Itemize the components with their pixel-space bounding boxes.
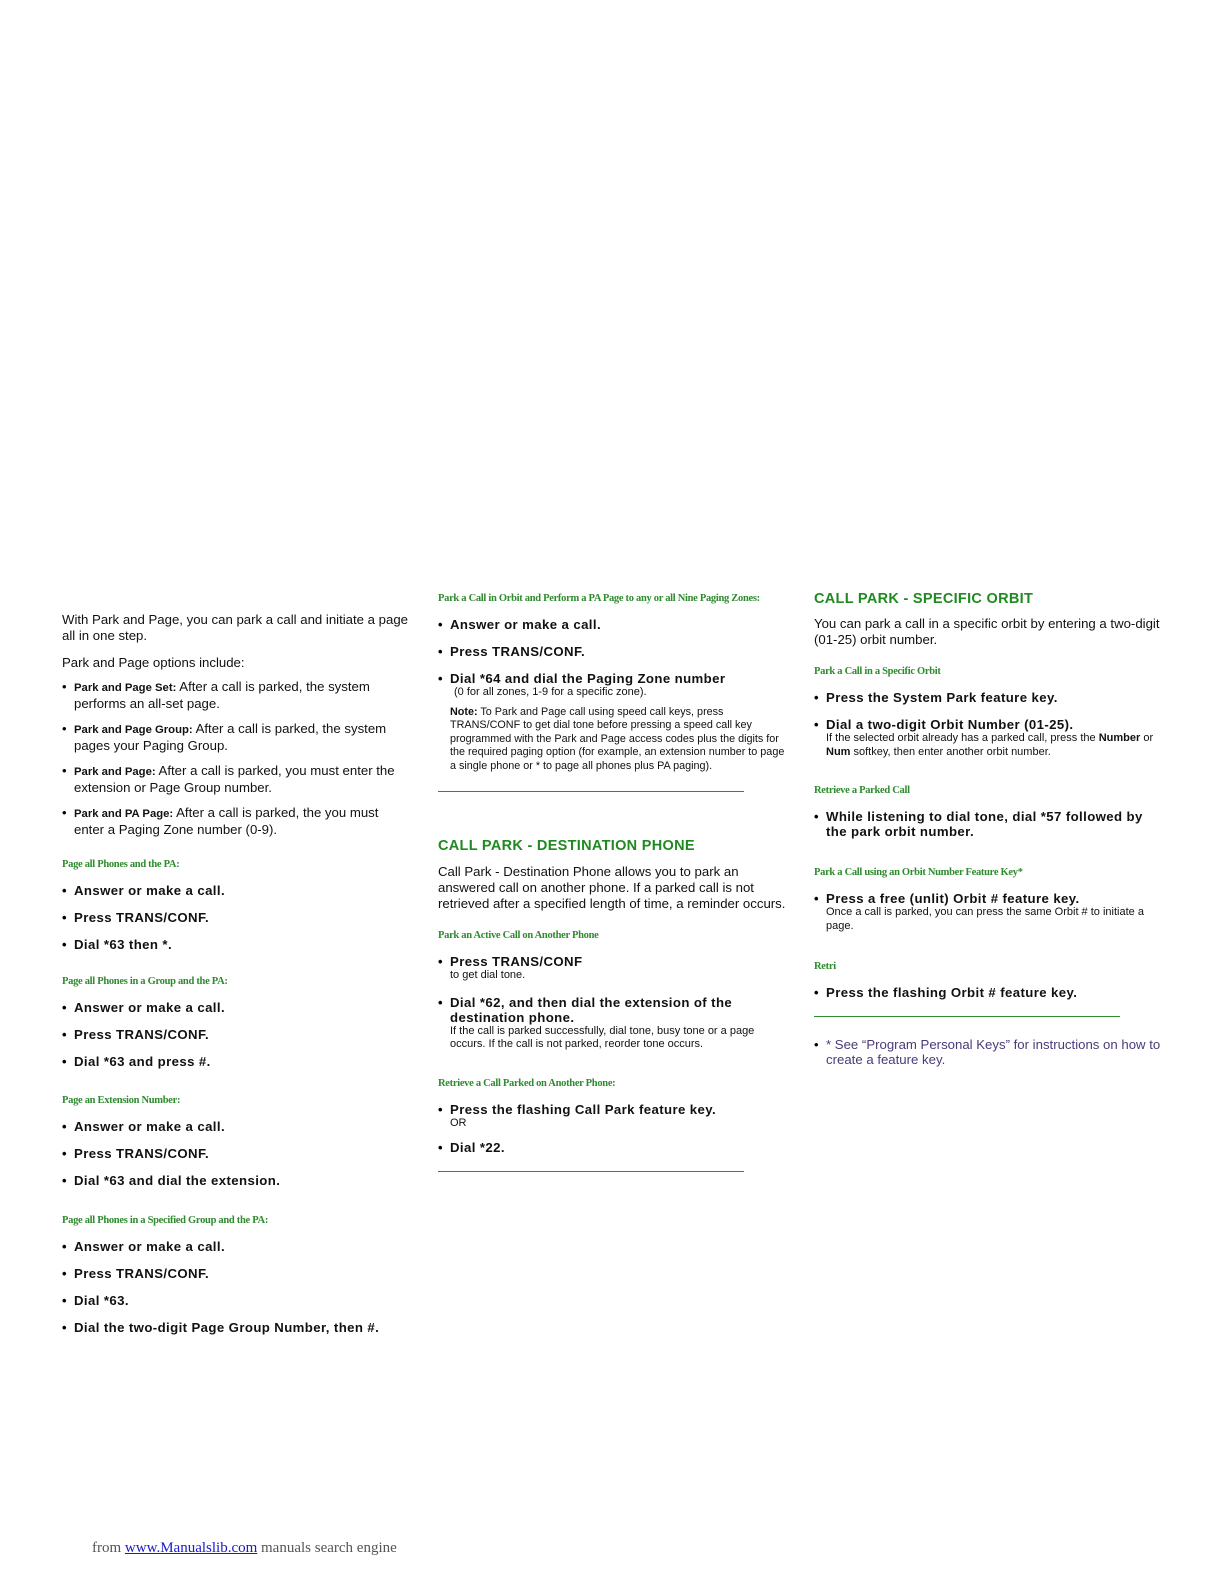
list-item: • Dial *63 and dial the extension. [62, 1173, 412, 1188]
list-item: • Dial a two-digit Orbit Number (01-25). If the selected orbit already has a parked call, press the Number or Num softkey, then enter another orbit number. [814, 717, 1164, 759]
steps-list [814, 891, 1164, 933]
section-heading: Page all Phones in a Group and the PA: [62, 976, 228, 987]
column-call-park-destination [438, 593, 790, 1172]
section-heading: Park a Call in Orbit and Perform a PA Page to any or all Nine Paging Zones: [438, 593, 760, 604]
steps-list [62, 883, 412, 952]
section-title: CALL PARK - SPECIFIC ORBIT [814, 591, 1034, 607]
steps-list [62, 1000, 412, 1069]
list-item: • Press TRANS/CONF to get dial tone. [438, 954, 790, 983]
step-detail: If the selected orbit already has a parked call, press the Number or Num softkey, then enter another orbit number. [826, 732, 1154, 758]
step-detail: OR [450, 1116, 467, 1129]
list-item: • Dial the two-digit Page Group Number, then #. [62, 1320, 412, 1335]
section-heading: Page an Extension Number: [62, 1095, 181, 1106]
section-heading: Retrieve a Parked Call [814, 785, 910, 796]
section-heading: Park a Call using an Orbit Number Feature Key* [814, 867, 1023, 878]
list-item: • Dial *63. [62, 1293, 412, 1308]
steps-list [814, 809, 1164, 839]
list-item: • Press TRANS/CONF. [62, 1266, 412, 1281]
section-divider [438, 1171, 744, 1172]
step-detail: Once a call is parked, you can press the same Orbit # to initiate a page. [826, 906, 1144, 932]
list-item: • Press the System Park feature key. [814, 690, 1164, 705]
list-item: • Answer or make a call. [62, 883, 412, 898]
list-item: • Press TRANS/CONF. [438, 644, 790, 659]
section-heading: Page all Phones in a Specified Group and the PA: [62, 1215, 269, 1226]
list-item: • Answer or make a call. [438, 617, 790, 632]
list-item: • Answer or make a call. [62, 1119, 412, 1134]
step-detail: to get dial tone. [450, 969, 526, 981]
list-item: • Park and Page Group: After a call is parked, the system pages your Paging Group. [62, 721, 412, 753]
steps-list [814, 985, 1164, 1000]
list-item: • Park and Page: After a call is parked, you must enter the extension or Page Group number. [62, 763, 412, 795]
options-intro: Park and Page options include: [62, 655, 245, 670]
section-heading: Retri [814, 961, 836, 972]
intro-text: With Park and Page, you can park a call and initiate a page all in one step. [62, 612, 409, 643]
list-item: • Press TRANS/CONF. [62, 1027, 412, 1042]
section-heading: Park a Call in a Specific Orbit [814, 666, 941, 677]
note-text: Note: To Park and Page call using speed call keys, press TRANS/CONF to get dial tone before pressing a speed call key programmed with the Park and Page access codes plus the digits for the required paging option (for example, an extension number to page a single phone or * to page all phones plus PA paging). [450, 705, 785, 772]
list-item: • Dial *62, and then dial the extension of the destination phone. If the call is parked successfully, dial tone, busy tone or a page occurs. If the call is not parked, reorder tone occurs. [438, 995, 790, 1052]
list-item: • Answer or make a call. [62, 1000, 412, 1015]
list-item: • Press TRANS/CONF. [62, 910, 412, 925]
column-park-and-page [62, 612, 412, 1345]
list-item: • Press the flashing Orbit # feature key. [814, 985, 1164, 1000]
list-item: • Dial *63 then *. [62, 937, 412, 952]
list-item: • Press a free (unlit) Orbit # feature key. Once a call is parked, you can press the same Orbit # to initiate a page. [814, 891, 1164, 933]
steps-list [814, 690, 1164, 759]
list-item: • Park and PA Page: After a call is parked, the you must enter a Paging Zone number (0-9). [62, 805, 412, 837]
list-item: • Park and Page Set: After a call is parked, the system performs an all-set page. [62, 679, 412, 711]
list-item: • Press the flashing Call Park feature key. OR [438, 1102, 790, 1131]
options-list [62, 679, 412, 837]
page-footer: from www.Manualslib.com manuals search engine [92, 1540, 397, 1556]
steps-list [438, 1102, 790, 1156]
footnote-list [814, 1037, 1164, 1067]
section-heading: Park an Active Call on Another Phone [438, 930, 599, 941]
footnote: • * See “Program Personal Keys” for instructions on how to create a feature key. [814, 1037, 1164, 1067]
list-item: • Dial *22. [438, 1140, 790, 1155]
steps-list [62, 1239, 412, 1335]
steps-list [438, 617, 790, 700]
list-item: • Dial *64 and dial the Paging Zone number (0 for all zones, 1-9 for a specific zone). [438, 671, 790, 700]
list-item: • While listening to dial tone, dial *57 followed by the park orbit number. [814, 809, 1164, 839]
list-item: • Dial *63 and press #. [62, 1054, 412, 1069]
manualslib-link[interactable]: www.Manualslib.com [124, 1540, 258, 1556]
list-item: • Answer or make a call. [62, 1239, 412, 1254]
section-heading: Page all Phones and the PA: [62, 859, 180, 870]
section-title: CALL PARK - DESTINATION PHONE [438, 838, 695, 854]
steps-list [62, 1119, 412, 1188]
intro-text: You can park a call in a specific orbit by entering a two-digit (01-25) orbit number. [814, 616, 1160, 647]
intro-text: Call Park - Destination Phone allows you to park an answered call on another phone. If a parked call is not retrieved after a specified length of time, a reminder occurs. [438, 864, 786, 911]
step-detail: If the call is parked successfully, dial tone, busy tone or a page occurs. If the call is not parked, reorder tone occurs. [450, 1024, 755, 1050]
list-item: • Press TRANS/CONF. [62, 1146, 412, 1161]
step-detail: (0 for all zones, 1-9 for a specific zone). [454, 686, 647, 698]
steps-list [438, 954, 790, 1052]
section-heading: Retrieve a Call Parked on Another Phone: [438, 1077, 616, 1089]
column-call-park-specific-orbit [814, 591, 1164, 1077]
